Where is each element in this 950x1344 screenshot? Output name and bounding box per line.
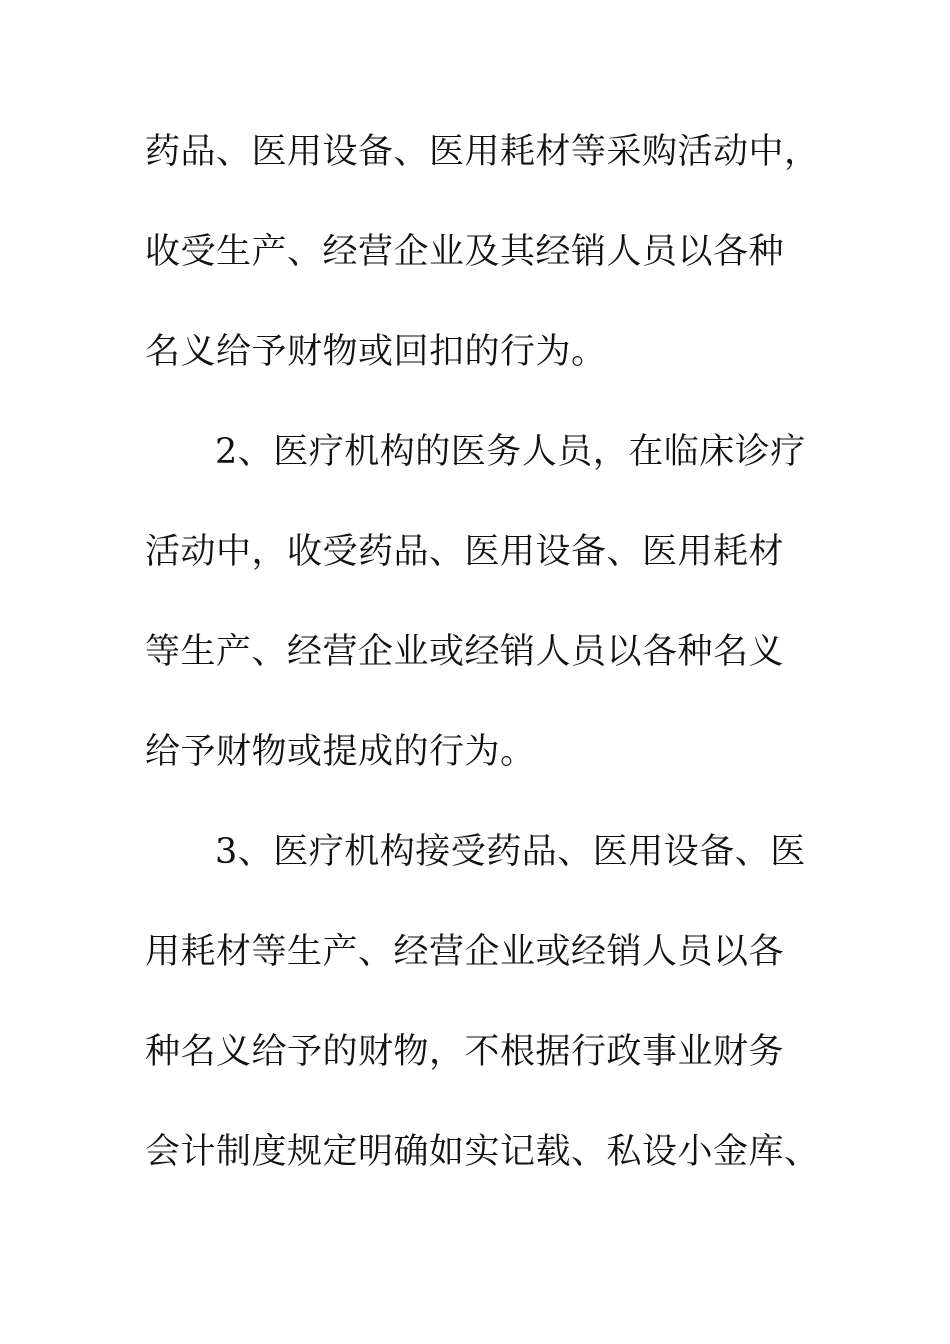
text-line: 活动中，收受药品、医用设备、医用耗材 xyxy=(145,532,785,572)
text-line: 给予财物或提成的行为。 xyxy=(145,732,536,772)
text-line: 收受生产、经营企业及其经销人员以各种 xyxy=(145,232,785,272)
text-line: 3、医疗机构接受药品、医用设备、医 xyxy=(215,832,806,872)
text-line: 会计制度规定明确如实记载、私设小金库、 xyxy=(145,1132,820,1172)
text-line: 种名义给予的财物，不根据行政事业财务 xyxy=(145,1032,785,1072)
text-line: 药品、医用设备、医用耗材等采购活动中， xyxy=(145,132,820,172)
text-line: 用耗材等生产、经营企业或经销人员以各 xyxy=(145,932,785,972)
text-line: 名义给予财物或回扣的行为。 xyxy=(145,332,607,372)
text-line: 2、医疗机构的医务人员，在临床诊疗 xyxy=(215,432,806,472)
text-line: 等生产、经营企业或经销人员以各种名义 xyxy=(145,632,785,672)
